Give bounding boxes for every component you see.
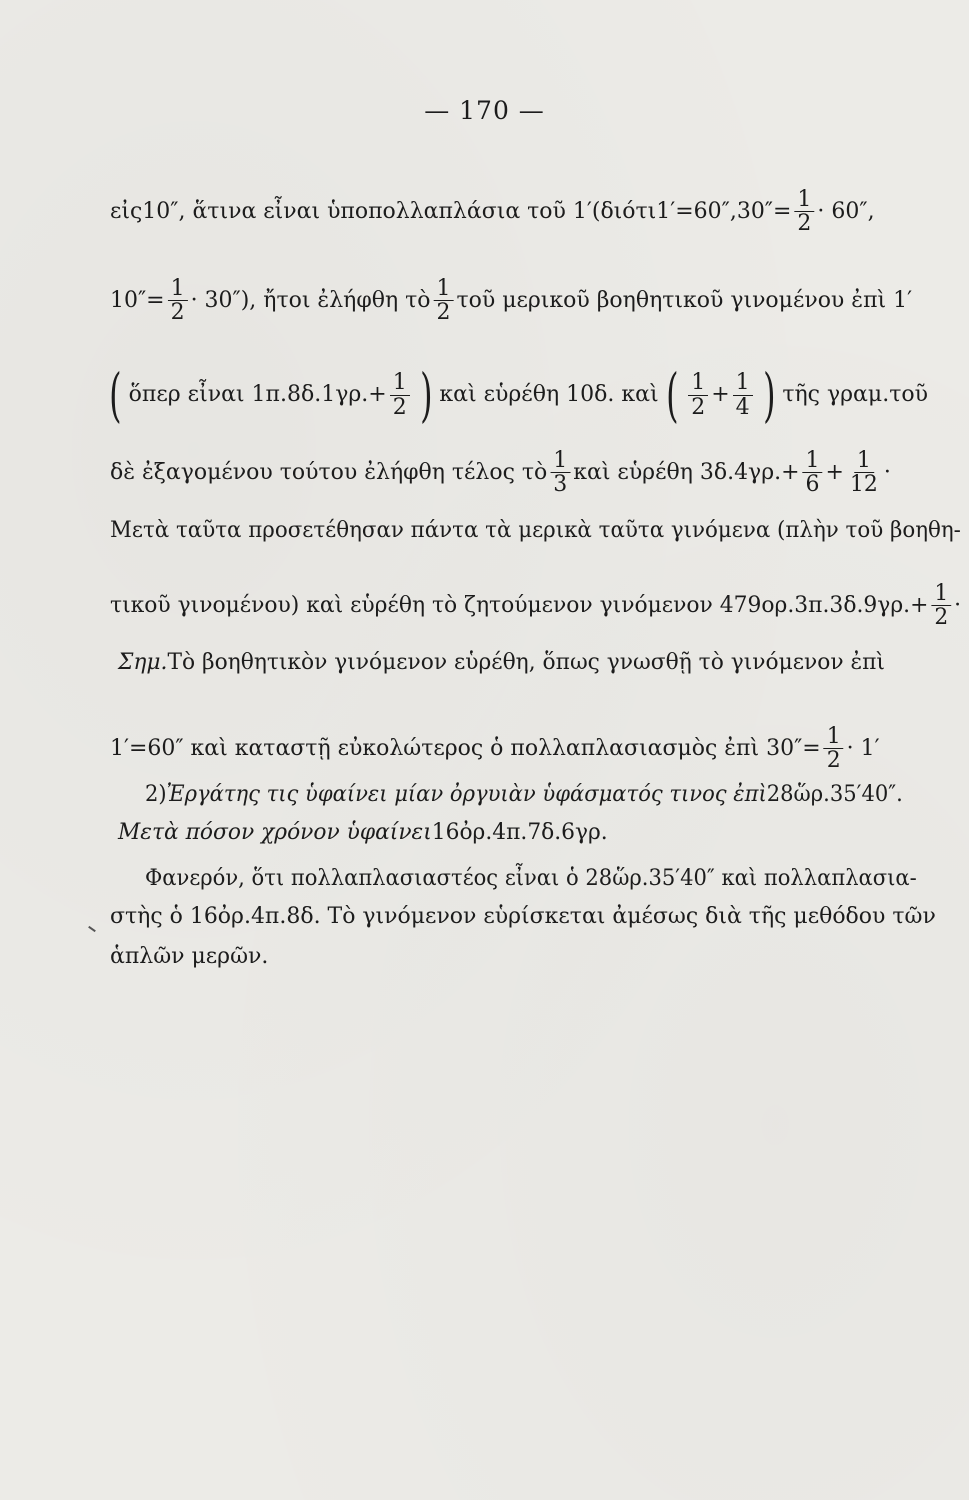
fraction-one-half: $\frac{1}{2}$ — [824, 725, 844, 772]
line-1-tail: · 60″, — [817, 198, 875, 224]
text-line-6 — [110, 581, 962, 631]
line-12-text: στὴς ὁ 16ὀρ.4π.8δ. Τὸ γινόμενον εὑρίσκεται ἀμέσως διὰ τῆς μεθόδου τῶν — [110, 904, 936, 929]
line-6-text: τικοῦ γινομένου) καὶ εὑρέθη τὸ ζητούμενον γινόμενον 479ορ.3π.3δ.9γρ.+ — [110, 592, 929, 618]
problem-value: 28ὥρ.35′40″. — [766, 782, 903, 807]
fraction-one-half: $\frac{1}{2}$ — [168, 277, 188, 324]
fraction-one-third: $\frac{1}{3}$ — [550, 449, 570, 496]
text-line-13 — [110, 946, 961, 968]
line-7-text: Τὸ βοηθητικὸν γινόμενον εὑρέθη, ὅπως γνωσθῇ τὸ γινόμενον ἐπὶ — [167, 650, 885, 675]
text-line-2 — [110, 277, 961, 324]
note-label: Σημ. — [118, 650, 168, 675]
line-2-text: 10″= — [110, 287, 165, 313]
line-5-text: Μετὰ ταῦτα προσετέθησαν πάντα τὰ μερικὰ ταῦτα γινόμενα (πλὴν τοῦ βοηθη- — [110, 518, 961, 543]
close-parenthesis: ) — [762, 361, 776, 429]
line-8-text: 1′=60″ καὶ καταστῇ εὐκολώτερος ὁ πολλαπλασιασμὸς ἐπὶ 30″= — [110, 735, 821, 761]
fraction-one-half: $\frac{1}{2}$ — [390, 371, 410, 418]
line-13-text: ἁπλῶν μερῶν. — [110, 944, 269, 969]
text-line-9 — [145, 784, 961, 806]
line-3-middle: καὶ εὑρέθη 10δ. καὶ — [439, 382, 659, 407]
line-4-text: δὲ ἐξαγομένου τούτου ἐλήφθη τέλος τὸ — [110, 459, 548, 485]
fraction-one-quarter: $\frac{1}{4}$ — [733, 371, 753, 418]
text-line-12 — [110, 906, 961, 928]
text-line-1 — [110, 188, 961, 235]
line-4-tail: · — [883, 459, 891, 485]
text-line-4 — [110, 449, 961, 496]
page-number: — 170 — — [424, 96, 545, 125]
line-6-tail: · — [954, 592, 962, 618]
question-text: Μετὰ πόσον χρόνον ὑφαίνει — [118, 820, 432, 845]
open-parenthesis: ( — [109, 361, 122, 429]
line-11-text: Φανερόν, ὅτι πολλαπλασιαστέος εἶναι ὁ 28ὥρ.35′40″ καὶ πολλαπλασια- — [145, 866, 917, 891]
text-line-11 — [145, 868, 961, 890]
fraction-one-half: $\frac{1}{2}$ — [931, 582, 951, 629]
line-3-text: ὅπερ εἶναι 1π.8δ.1γρ.+ — [128, 382, 387, 407]
plus-sign: + — [711, 382, 730, 407]
problem-number: 2) — [145, 782, 167, 807]
line-8-tail: · 1′ — [846, 735, 880, 761]
fraction-one-half: $\frac{1}{2}$ — [433, 277, 453, 324]
line-3-tail: τῆς γραμ.τοῦ — [782, 382, 928, 407]
line-2-middle: · 30″), ἤτοι ἐλήφθη τὸ — [190, 287, 431, 313]
text-line-8 — [110, 725, 961, 772]
fraction-one-sixth: $\frac{1}{6}$ — [803, 449, 823, 496]
text-line-10 — [118, 822, 961, 844]
line-2-tail: τοῦ μερικοῦ βοηθητικοῦ γινομένου ἐπὶ 1′ — [456, 287, 913, 313]
ink-mark — [88, 926, 96, 932]
fraction-one-half: $\frac{1}{2}$ — [794, 188, 814, 235]
line-1-text: εἰς10″, ἅτινα εἶναι ὑποπολλαπλάσια τοῦ 1′(διότι1′=60″,30″= — [110, 198, 792, 224]
open-parenthesis: ( — [665, 361, 679, 429]
text-line-3 — [102, 361, 954, 429]
plus-sign: + — [825, 459, 844, 485]
question-value: 16ὀρ.4π.7δ.6γρ. — [431, 820, 608, 845]
fraction-one-twelfth: $\frac{1}{12}$ — [849, 448, 878, 498]
fraction-one-half: $\frac{1}{2}$ — [688, 371, 708, 418]
text-line-7 — [118, 652, 961, 674]
close-parenthesis: ) — [419, 361, 433, 429]
line-4-middle: καὶ εὑρέθη 3δ.4γρ.+ — [573, 459, 800, 485]
text-line-5 — [110, 518, 961, 543]
problem-statement: Ἐργάτης τις ὑφαίνει μίαν ὀργυιὰν ὑφάσματός τινος ἐπὶ — [166, 782, 767, 807]
